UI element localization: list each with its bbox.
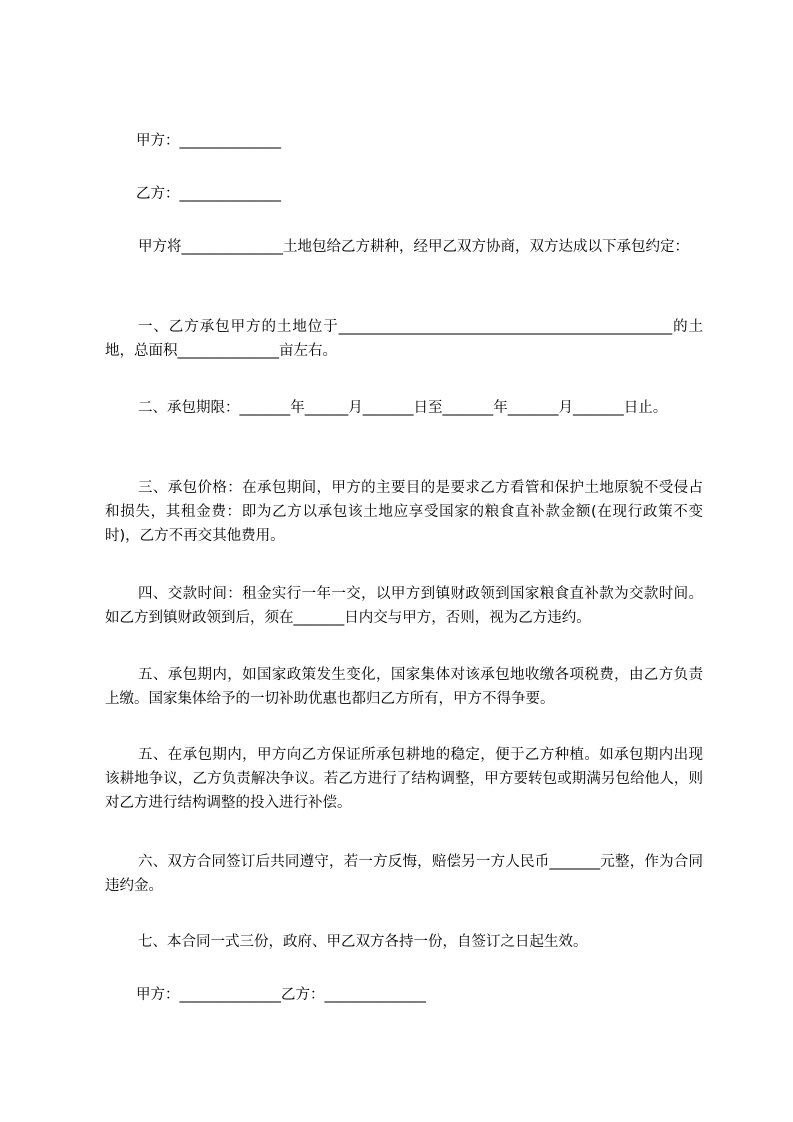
- intro-paragraph: 甲方将______________土地包给乙方耕种，经甲乙双方协商，双方达成以下承包约定：: [138, 239, 689, 255]
- clause-1: 一、乙方承包甲方的土地位于______________________________________________的土地，总面积______________亩左右。: [105, 319, 703, 359]
- clause-3: 三、承包价格：在承包期间，甲方的主要目的是要求乙方看管和保护土地原貌不受侵占和损失，其租金费：即为乙方以承包该土地应享受国家的粮食直补款金额(在现行政策不变时)，乙方不再交其他费用。: [105, 480, 703, 544]
- party-b-line: 乙方：______________: [136, 186, 281, 202]
- party-a-line: 甲方：______________: [136, 133, 281, 149]
- clause-7: 七、本合同一式三份，政府、甲乙双方各持一份，自签订之日起生效。: [138, 934, 588, 950]
- clause-2: 二、承包期限：_______年______月_______日至_______年_______月_______日止。: [138, 400, 668, 416]
- clause-6: 六、双方合同签订后共同遵守，若一方反悔，赔偿另一方人民币_______元整，作为合同违约金。: [105, 854, 703, 894]
- clause-5a: 五、承包期内，如国家政策发生变化，国家集体对该承包地收缴各项税费，由乙方负责上缴。国家集体给予的一切补助优惠也都归乙方所有，甲方不得争要。: [105, 667, 703, 707]
- clause-4: 四、交款时间：租金实行一年一交，以甲方到镇财政领到国家粮食直补款为交款时间。如乙方到镇财政领到后，须在_______日内交与甲方，否则，视为乙方违约。: [105, 586, 703, 626]
- signature-line: 甲方：______________乙方：______________: [136, 987, 426, 1003]
- clause-5b: 五、在承包期内，甲方向乙方保证所承包耕地的稳定，便于乙方种植。如承包期内出现该耕地争议，乙方负责解决争议。若乙方进行了结构调整，甲方要转包或期满另包给他人，则对乙方进行结构调整的投入进行补偿。: [105, 747, 703, 811]
